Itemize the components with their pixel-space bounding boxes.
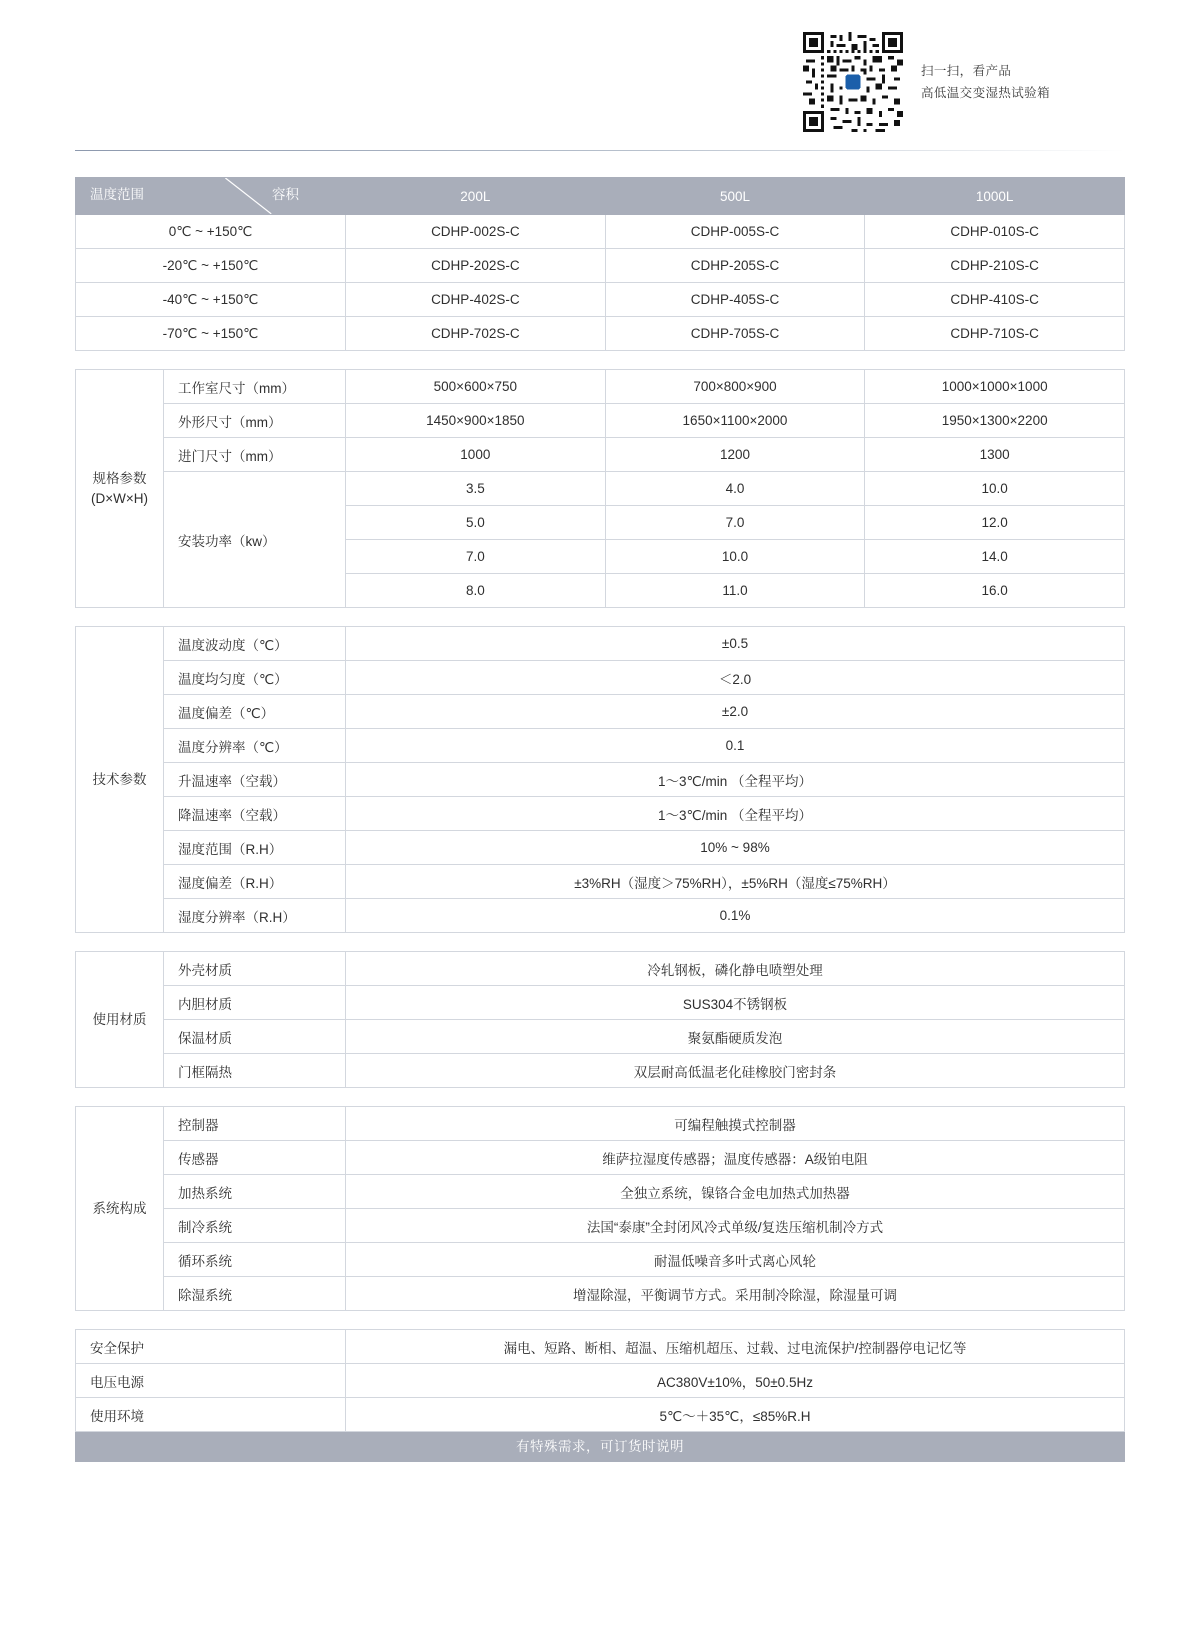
tech-row-label: 温度分辨率（℃） — [164, 729, 346, 763]
model-code: CDHP-710S-C — [865, 317, 1125, 351]
spec-value: 1650×1100×2000 — [605, 404, 865, 438]
model-table-header-row — [76, 178, 1125, 215]
table-row — [76, 763, 1125, 797]
tech-row-label: 温度均匀度（℃） — [164, 661, 346, 695]
safety-value: 漏电、短路、断相、超温、压缩机超压、过载、过电流保护/控制器停电记忆等 — [346, 1330, 1125, 1364]
section-label-tech: 技术参数 — [76, 627, 164, 933]
header-divider — [75, 150, 1125, 151]
material-row-label: 内胆材质 — [164, 986, 346, 1020]
model-code: CDHP-702S-C — [346, 317, 606, 351]
system-row-label: 传感器 — [164, 1141, 346, 1175]
table-row — [76, 249, 1125, 283]
tech-value: ＜2.0 — [346, 661, 1125, 695]
system-value: 耐温低噪音多叶式离心风轮 — [346, 1243, 1125, 1277]
tech-table-block — [75, 626, 1125, 933]
material-value: 双层耐高低温老化硅橡胶门密封条 — [346, 1054, 1125, 1088]
power-value: 7.0 — [346, 540, 606, 574]
temperature-range: -70℃ ~ +150℃ — [76, 317, 346, 351]
qr-caption — [921, 60, 1050, 104]
table-row — [76, 1243, 1125, 1277]
material-table-block — [75, 951, 1125, 1088]
model-code: CDHP-405S-C — [605, 283, 865, 317]
power-value: 5.0 — [346, 506, 606, 540]
tech-row-label: 升温速率（空载） — [164, 763, 346, 797]
model-code: CDHP-410S-C — [865, 283, 1125, 317]
table-row — [76, 215, 1125, 249]
system-table-block — [75, 1106, 1125, 1311]
page-header — [0, 0, 1200, 132]
system-table — [75, 1106, 1125, 1311]
table-row — [76, 1277, 1125, 1311]
material-table — [75, 951, 1125, 1088]
table-row — [76, 283, 1125, 317]
table-row — [76, 661, 1125, 695]
qr-caption-line2: 高低温交变湿热试验箱 — [920, 86, 1050, 100]
power-value: 12.0 — [865, 506, 1125, 540]
tech-value: 0.1% — [346, 899, 1125, 933]
power-value: 4.0 — [605, 472, 865, 506]
model-code: CDHP-202S-C — [346, 249, 606, 283]
power-value: 11.0 — [605, 574, 865, 608]
tech-value: ±0.5 — [346, 627, 1125, 661]
table-row — [76, 986, 1125, 1020]
spec-value: 1000 — [346, 438, 606, 472]
capacity-200l: 200L — [346, 178, 606, 215]
safety-row-label: 电压电源 — [76, 1364, 346, 1398]
spec-table-block — [75, 369, 1125, 608]
table-row — [76, 1141, 1125, 1175]
power-value: 3.5 — [346, 472, 606, 506]
safety-row-label: 安全保护 — [76, 1330, 346, 1364]
table-row — [76, 627, 1125, 661]
model-table — [75, 177, 1125, 351]
system-row-label: 制冷系统 — [164, 1209, 346, 1243]
system-row-label: 加热系统 — [164, 1175, 346, 1209]
material-row-label: 保温材质 — [164, 1020, 346, 1054]
safety-table-block — [75, 1329, 1125, 1432]
temperature-range: 0℃ ~ +150℃ — [76, 215, 346, 249]
table-row — [76, 317, 1125, 351]
temperature-range: -40℃ ~ +150℃ — [76, 283, 346, 317]
system-row-label: 除湿系统 — [164, 1277, 346, 1311]
spec-value: 1300 — [865, 438, 1125, 472]
model-code: CDHP-210S-C — [865, 249, 1125, 283]
safety-row-label: 使用环境 — [76, 1398, 346, 1432]
model-code: CDHP-010S-C — [865, 215, 1125, 249]
tech-row-label: 降温速率（空载） — [164, 797, 346, 831]
corner-label-temperature: 温度范围 — [90, 187, 144, 202]
table-row — [76, 695, 1125, 729]
corner-slash-icon — [76, 178, 345, 214]
spec-row-label: 进门尺寸（mm） — [164, 438, 346, 472]
table-row — [76, 729, 1125, 763]
table-row — [76, 797, 1125, 831]
table-row — [76, 1054, 1125, 1088]
power-value: 8.0 — [346, 574, 606, 608]
table-row — [76, 1107, 1125, 1141]
table-row — [76, 1020, 1125, 1054]
table-row — [76, 831, 1125, 865]
spec-value: 1200 — [605, 438, 865, 472]
safety-value: 5℃～＋35℃，≤85%R.H — [346, 1398, 1125, 1432]
table-row — [76, 952, 1125, 986]
material-value: 聚氨酯硬质发泡 — [346, 1020, 1125, 1054]
model-code: CDHP-002S-C — [346, 215, 606, 249]
safety-table — [75, 1329, 1125, 1432]
spec-value: 500×600×750 — [346, 370, 606, 404]
tech-row-label: 湿度范围（R.H） — [164, 831, 346, 865]
material-row-label: 门框隔热 — [164, 1054, 346, 1088]
material-value: SUS304不锈钢板 — [346, 986, 1125, 1020]
table-row — [76, 472, 1125, 506]
qr-block — [803, 32, 1050, 132]
table-row — [76, 1364, 1125, 1398]
spec-table — [75, 369, 1125, 608]
tech-row-label: 温度偏差（℃） — [164, 695, 346, 729]
table-row — [76, 404, 1125, 438]
power-value: 10.0 — [865, 472, 1125, 506]
tech-row-label: 温度波动度（℃） — [164, 627, 346, 661]
qr-code-icon[interactable] — [803, 32, 903, 132]
table-row — [76, 1398, 1125, 1432]
section-label-system: 系统构成 — [76, 1107, 164, 1311]
system-value: 全独立系统，镍铬合金电加热式加热器 — [346, 1175, 1125, 1209]
spec-value: 1950×1300×2200 — [865, 404, 1125, 438]
table-row — [76, 1209, 1125, 1243]
tech-value: 1～3℃/min （全程平均） — [346, 763, 1125, 797]
system-value: 维萨拉湿度传感器；温度传感器：A级铂电阻 — [346, 1141, 1125, 1175]
system-row-label: 控制器 — [164, 1107, 346, 1141]
section-label-line2: (D×W×H) — [91, 490, 148, 506]
spec-row-label: 工作室尺寸（mm） — [164, 370, 346, 404]
table-row — [76, 1330, 1125, 1364]
table-row — [76, 370, 1125, 404]
model-table-corner-cell — [76, 178, 346, 215]
spec-value: 1450×900×1850 — [346, 404, 606, 438]
power-value: 16.0 — [865, 574, 1125, 608]
qr-caption-line1: 扫一扫，看产品 — [920, 64, 1012, 78]
section-label-material: 使用材质 — [76, 952, 164, 1088]
tech-row-label: 湿度分辨率（R.H） — [164, 899, 346, 933]
table-row — [76, 438, 1125, 472]
power-value: 10.0 — [605, 540, 865, 574]
model-code: CDHP-205S-C — [605, 249, 865, 283]
system-value: 可编程触摸式控制器 — [346, 1107, 1125, 1141]
tech-value: ±2.0 — [346, 695, 1125, 729]
power-value: 7.0 — [605, 506, 865, 540]
power-value: 14.0 — [865, 540, 1125, 574]
section-label-spec — [76, 370, 164, 608]
material-value: 冷轧钢板，磷化静电喷塑处理 — [346, 952, 1125, 986]
power-label: 安装功率（kw） — [164, 472, 346, 608]
model-code: CDHP-005S-C — [605, 215, 865, 249]
table-row — [76, 865, 1125, 899]
tech-table — [75, 626, 1125, 933]
material-row-label: 外壳材质 — [164, 952, 346, 986]
system-value: 增湿除湿，平衡调节方式。采用制冷除湿，除湿量可调 — [346, 1277, 1125, 1311]
temperature-range: -20℃ ~ +150℃ — [76, 249, 346, 283]
model-code: CDHP-705S-C — [605, 317, 865, 351]
table-row — [76, 899, 1125, 933]
capacity-500l: 500L — [605, 178, 865, 215]
spec-value: 1000×1000×1000 — [865, 370, 1125, 404]
model-code: CDHP-402S-C — [346, 283, 606, 317]
footer-note-bar: 有特殊需求，可订货时说明 — [75, 1432, 1125, 1462]
safety-value: AC380V±10%，50±0.5Hz — [346, 1364, 1125, 1398]
tech-value: 0.1 — [346, 729, 1125, 763]
system-value: 法国“泰康”全封闭风冷式单级/复迭压缩机制冷方式 — [346, 1209, 1125, 1243]
tech-value: 1～3℃/min （全程平均） — [346, 797, 1125, 831]
corner-label-capacity: 容积 — [272, 187, 299, 202]
spec-value: 700×800×900 — [605, 370, 865, 404]
spec-row-label: 外形尺寸（mm） — [164, 404, 346, 438]
section-label-line1: 规格参数 — [92, 470, 147, 486]
tech-value: 10% ~ 98% — [346, 831, 1125, 865]
table-row — [76, 1175, 1125, 1209]
system-row-label: 循环系统 — [164, 1243, 346, 1277]
tech-row-label: 湿度偏差（R.H） — [164, 865, 346, 899]
capacity-1000l: 1000L — [865, 178, 1125, 215]
model-table-block — [75, 177, 1125, 351]
tech-value: ±3%RH（湿度＞75%RH），±5%RH（湿度≤75%RH） — [346, 865, 1125, 899]
